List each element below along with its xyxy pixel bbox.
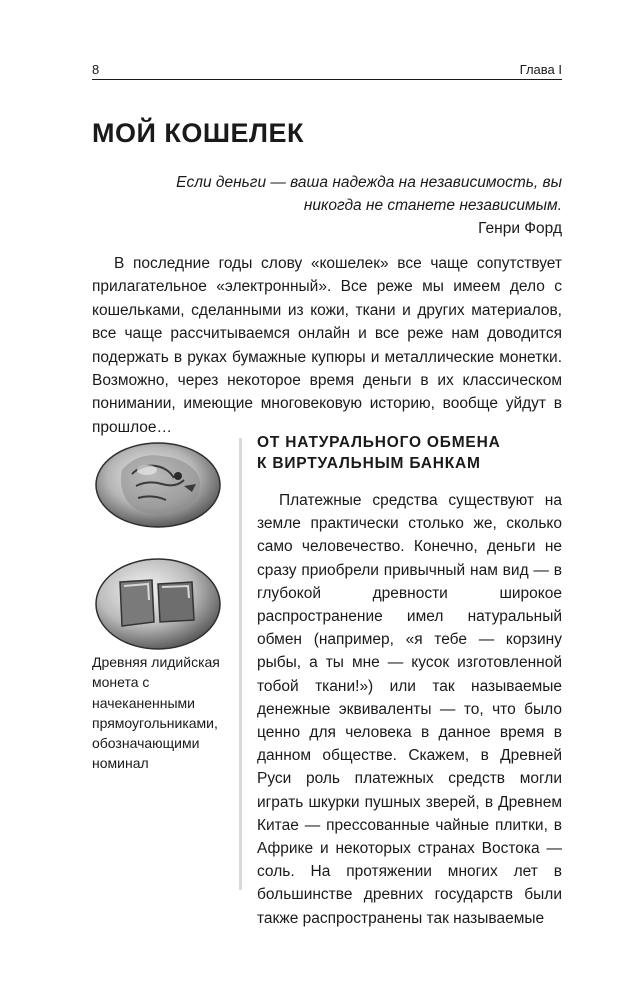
coin-reverse-image: [92, 556, 224, 646]
coin-obverse-image: [92, 440, 224, 530]
epigraph: [140, 171, 562, 240]
chapter-label: Глава I: [519, 62, 562, 77]
section-heading-line-1: ОТ НАТУРАЛЬНОГО ОБМЕНА: [257, 434, 501, 451]
epigraph-author: Генри Форд: [478, 220, 562, 237]
page-number: 8: [92, 62, 100, 77]
page-title: МОЙ КОШЕЛЕК: [92, 118, 304, 148]
lion-coin-icon: [92, 440, 224, 530]
incuse-square-coin-icon: [92, 556, 224, 652]
running-header: [92, 62, 562, 80]
section-body: Платежные средства существуют на земле практически столько же, сколько само человечество. Конечно, деньги не сразу приобрели привычный нам вид — в глубокой древности широкое распространение имел натуральный обмен (например, «я тебе — корзину рыбы, а ты мне — кусок изготовленной тобой ткани!») или так называемые денежные эквиваленты — то, что было ценно для человека в данное время в данном обществе. Скажем, в Древней Руси роль платежных средств могли играть шкурки пушных зверей, в Древнем Китае — прессованные чайные плитки, в Африке и некоторых странах Востока — соль. На протяжении многих лет в большинстве древних государств были также распространены так называемые: [257, 492, 562, 927]
section-heading: [257, 432, 562, 474]
column-divider: [239, 438, 242, 890]
epigraph-quote: Если деньги — ваша надежда на независимость, вы никогда не станете независимым.: [176, 174, 562, 214]
coin-figure: [92, 440, 224, 772]
intro-paragraph: В последние годы слову «кошелек» все чаще сопутствует прилагательное «электронный». Все реже мы имеем дело с кошельками, сделанными из кожи, ткани и других материалов, все чаще рассчитываемся онлайн и все реже нам доводится подержать в руках бумажные купюры и металлические монетки. Возможно, через некоторое время деньги в их классическом понимании, имеющие многовековую историю, вообще уйдут в прошлое…: [92, 255, 562, 436]
header-rule: [92, 79, 562, 80]
figure-caption: Древняя лидийская монета с начеканенными прямоугольниками, обозначающими номинал: [92, 654, 220, 772]
section-heading-line-2: К ВИРТУАЛЬНЫМ БАНКАМ: [257, 455, 481, 472]
